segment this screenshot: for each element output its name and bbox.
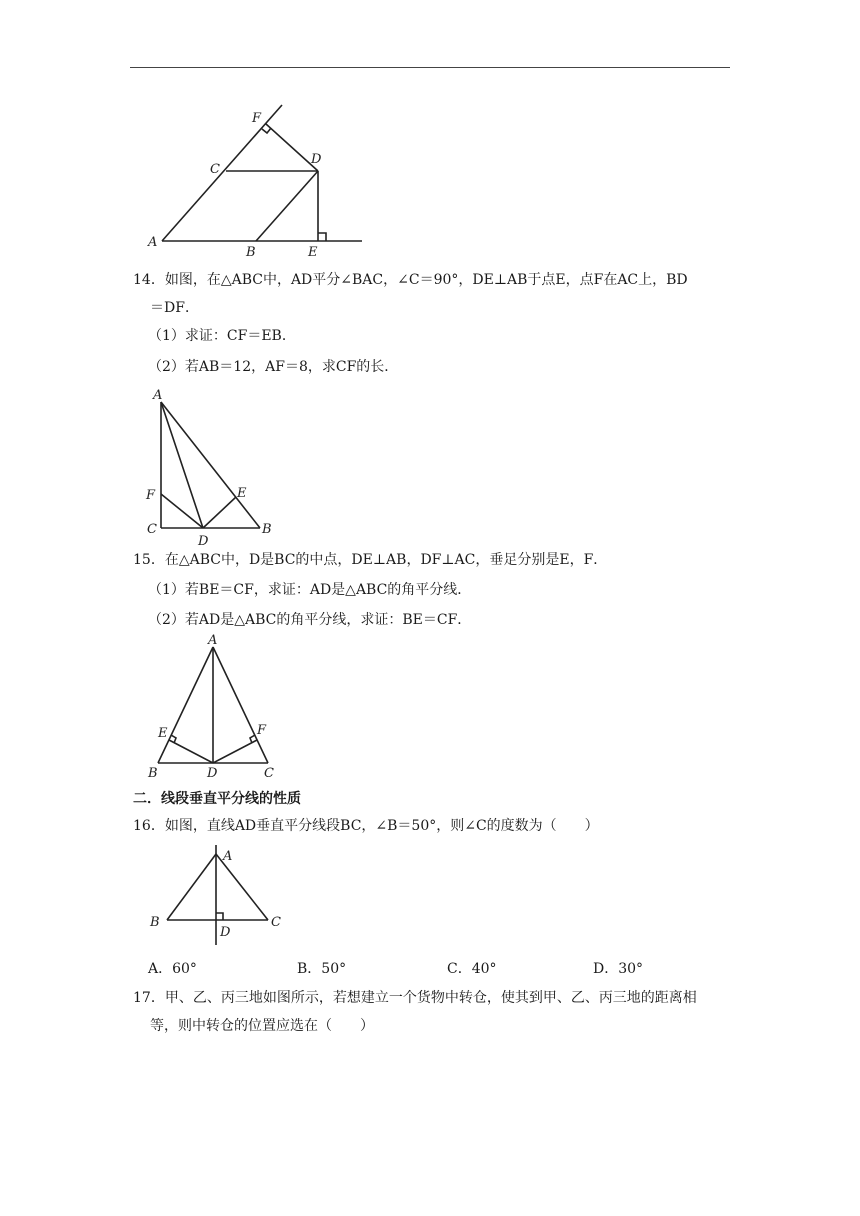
q16-stem: 16．如图，直线AD垂直平分线段BC，∠B＝50°，则∠C的度数为（ ） (133, 818, 599, 834)
label-e: E (237, 486, 247, 501)
label-b: B (262, 522, 272, 537)
q15-part2: （2）若AD是△ABC的角平分线，求证：BE＝CF． (148, 612, 472, 628)
q14-stem-line1: 14．如图，在△ABC中，AD平分∠BAC，∠C＝90°，DE⊥AB于点E，点F在AC上，BD (133, 272, 688, 288)
segment-a-c (213, 647, 268, 763)
right-angle-mark-e (318, 233, 326, 241)
label-b: B (150, 915, 160, 930)
label-c: C (210, 162, 220, 177)
label-f: F (252, 111, 262, 126)
q17-stem-line2: 等，则中转仓的位置应选在（ ） (150, 1018, 374, 1034)
right-angle-mark-d (216, 913, 223, 920)
segment-d-e (169, 740, 213, 763)
segment-a-b (161, 402, 260, 528)
label-f: F (257, 723, 267, 738)
label-c: C (147, 522, 157, 537)
q16-option-c: C．40° (447, 961, 497, 977)
label-d: D (220, 925, 231, 940)
segment-d-e (203, 497, 236, 528)
label-d: D (198, 534, 209, 549)
section-heading: 二．线段垂直平分线的性质 (133, 791, 301, 807)
figure-q16 (140, 840, 300, 950)
segment-b-d (256, 171, 318, 241)
label-a: A (208, 633, 218, 648)
q16-option-b: B．50° (297, 961, 347, 977)
q14-stem-line2: ＝DF． (150, 300, 199, 316)
label-c: C (271, 915, 281, 930)
segment-a-d (161, 402, 203, 528)
q15-stem: 15．在△ABC中，D是BC的中点，DE⊥AB，DF⊥AC，垂足分别是E，F． (133, 552, 608, 568)
segment-a-b (158, 647, 213, 763)
label-c: C (264, 766, 274, 781)
figure-q15 (140, 630, 290, 785)
label-d: D (311, 152, 322, 167)
q16-option-d: D．30° (593, 961, 644, 977)
label-b: B (148, 766, 158, 781)
segment-d-f (213, 740, 257, 763)
segment-a-b (167, 854, 216, 920)
label-a: A (148, 235, 158, 250)
q17-stem-line1: 17．甲、乙、丙三地如图所示，若想建立一个货物中转仓，使其到甲、乙、丙三地的距离相 (133, 990, 697, 1006)
figure-q13 (140, 95, 375, 265)
label-e: E (308, 245, 318, 260)
figure-q14 (140, 385, 285, 550)
q14-part1: （1）求证：CF＝EB． (148, 328, 296, 344)
label-d: D (207, 766, 218, 781)
q14-part2: （2）若AB＝12，AF＝8，求CF的长． (148, 359, 399, 375)
q15-part1: （1）若BE＝CF，求证：AD是△ABC的角平分线． (148, 582, 472, 598)
label-a: A (223, 849, 233, 864)
label-f: F (146, 488, 156, 503)
q16-option-a: A．60° (148, 961, 197, 977)
label-b: B (246, 245, 256, 260)
header-rule (130, 67, 730, 68)
label-a: A (153, 388, 163, 403)
label-e: E (158, 726, 168, 741)
right-angle-mark-f (262, 128, 271, 133)
line-a-f (162, 105, 282, 241)
